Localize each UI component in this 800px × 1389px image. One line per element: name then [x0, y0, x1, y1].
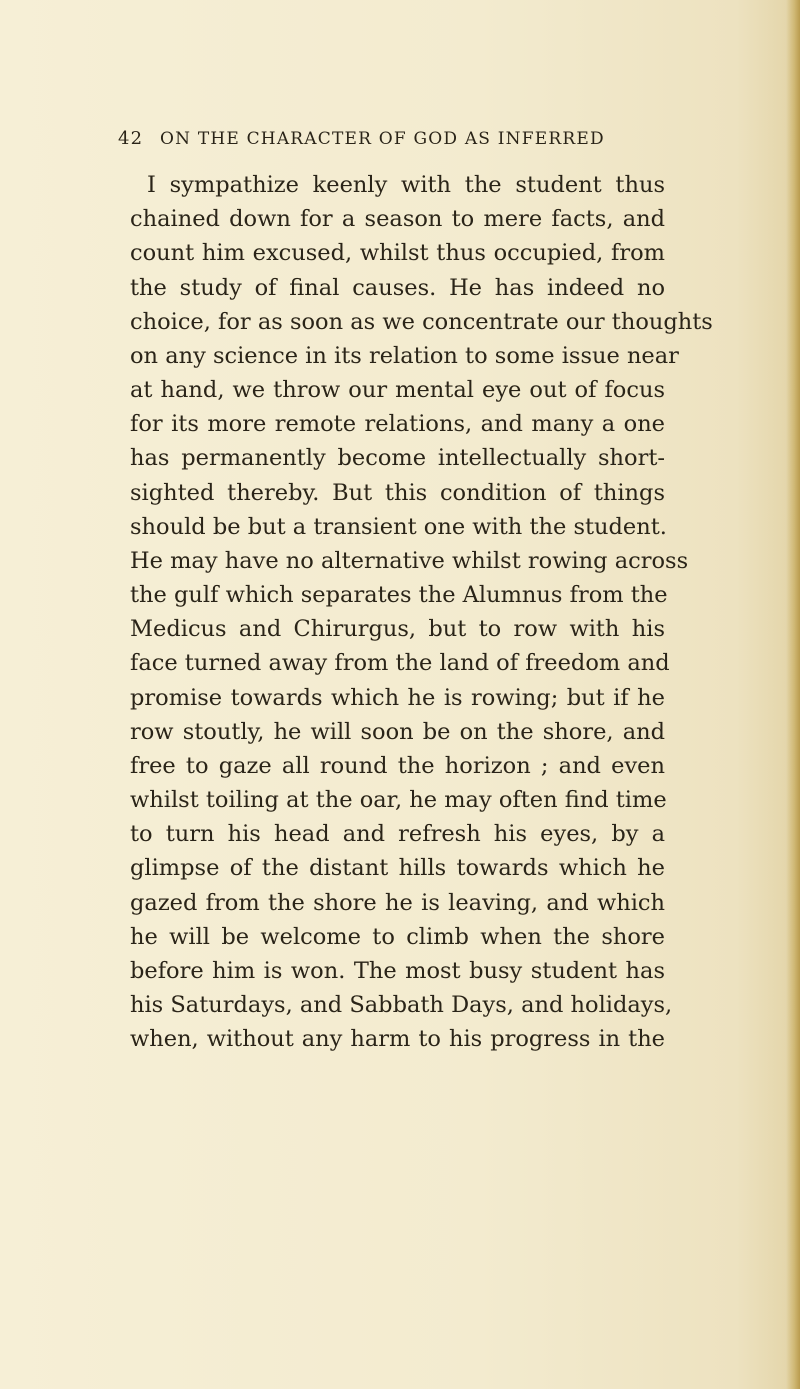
text-line: he will be welcome to climb when the shore [130, 923, 665, 950]
page-number: 42 [118, 128, 144, 149]
text-line: sighted thereby. But this condition of things [130, 479, 665, 506]
text-line: his Saturdays, and Sabbath Days, and holidays, [130, 992, 673, 1019]
text-line: should be but a transient one with the student. [130, 513, 667, 540]
text-line: chained down for a season to mere facts, and [130, 206, 665, 233]
text-line: to turn his head and refresh his eyes, by a [130, 821, 665, 848]
text-line: on any science in its relation to some issue near [130, 342, 679, 369]
text-line: the study of final causes. He has indeed no [130, 274, 665, 301]
text-line: whilst toiling at the oar, he may often find time [130, 787, 667, 814]
running-header [118, 128, 678, 149]
text-line: promise towards which he is rowing; but if he [130, 684, 665, 711]
text-line: face turned away from the land of freedom and [130, 650, 670, 677]
body-text [130, 168, 713, 1056]
page-edge [786, 0, 800, 1389]
text-line: for its more remote relations, and many a one [130, 411, 665, 438]
running-title: ON THE CHARACTER OF GOD AS INFERRED [160, 129, 605, 149]
text-line: I sympathize keenly with the student thus [147, 172, 665, 198]
text-line: row stoutly, he will soon be on the shore, and [130, 718, 665, 745]
text-line: gazed from the shore he is leaving, and which [130, 889, 665, 916]
text-line: free to gaze all round the horizon ; and even [130, 752, 665, 779]
text-line: He may have no alternative whilst rowing across [130, 547, 689, 574]
text-line: choice, for as soon as we concentrate our thoughts [130, 308, 713, 335]
text-line: when, without any harm to his progress in the [130, 1026, 665, 1053]
text-line: has permanently become intellectually short- [130, 445, 665, 472]
text-line: count him excused, whilst thus occupied, from [130, 240, 665, 267]
text-line: glimpse of the distant hills towards which he [130, 855, 665, 882]
text-line: Medicus and Chirurgus, but to row with his [130, 616, 665, 643]
text-line: the gulf which separates the Alumnus from the [130, 582, 668, 609]
text-line: at hand, we throw our mental eye out of focus [130, 377, 665, 404]
text-line: before him is won. The most busy student has [130, 957, 665, 984]
